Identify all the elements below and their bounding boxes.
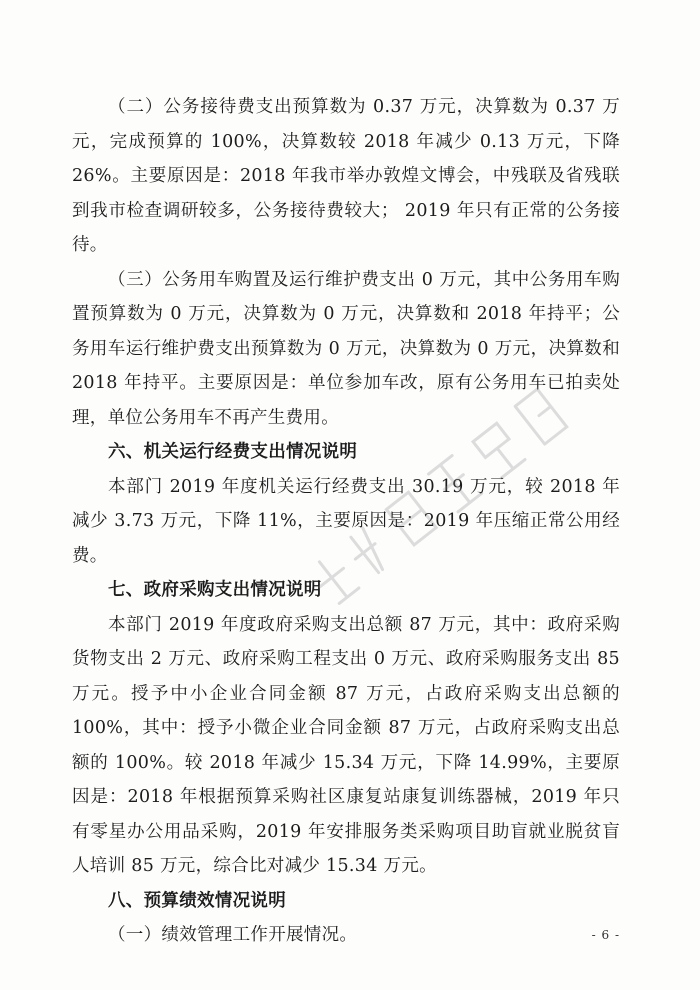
paragraph-operating-expenses: 本部门 2019 年度机关运行经费支出 30.19 万元，较 2018 年减少 3.73 万元，下降 11%，主要原因是：2019 年压缩正常公用经费。 (72, 476, 620, 566)
paragraph-official-vehicles: （三）公务用车购置及运行维护费支出 0 万元，其中公务用车购置预算数为 0 万元，决算数为 0 万元，决算数和 2018 年持平；公务用车运行维护费支出预算数为 0 万元，决算数为 0 万元，决算数和 2018 年持平。主要原因是：单位参加车改，原有公务用车已拍卖处理，单位公务用车不再产生费用。 (72, 269, 620, 428)
paragraph-official-reception: （二）公务接待费支出预算数为 0.37 万元，决算数为 0.37 万元，完成预算的 100%，决算数较 2018 年减少 0.13 万元，下降 26%。主要原因是：2018 年我市举办敦煌文博会，中残联及省残联到我市检查调研较多，公务接待费较大； 2019 年只有正常的公务接待。 (72, 97, 620, 255)
page-number: - 6 - (591, 928, 620, 942)
section-heading-operating-expenses: 六、机关运行经费支出情况说明 (108, 442, 358, 462)
paragraph-procurement: 本部门 2019 年度政府采购支出总额 87 万元，其中：政府采购货物支出 2 万元、政府采购工程支出 0 万元、政府采购服务支出 85 万元。授予中小企业合同金额 87 万元，占政府采购支出总额的 100%，其中：授予小微企业合同金额 87 万元，占政府采购支出总额的 100%。较 2018 年减少 15.34 万元，下降 14.99%，主要原因是：2018 年根据预算采购社区康复站康复训练器械，2019 年只有零星办公用品采购，2019 年安排服务类采购项目助盲就业脱贫盲人培训 85 万元，综合比对减少 15.34 万元。 (72, 614, 620, 876)
section-heading-performance: 八、预算绩效情况说明 (108, 890, 286, 911)
section-heading-procurement: 七、政府采购支出情况说明 (108, 580, 322, 600)
paragraph-performance-intro: （一）绩效管理工作开展情况。 (108, 925, 358, 945)
document-body (72, 90, 620, 953)
